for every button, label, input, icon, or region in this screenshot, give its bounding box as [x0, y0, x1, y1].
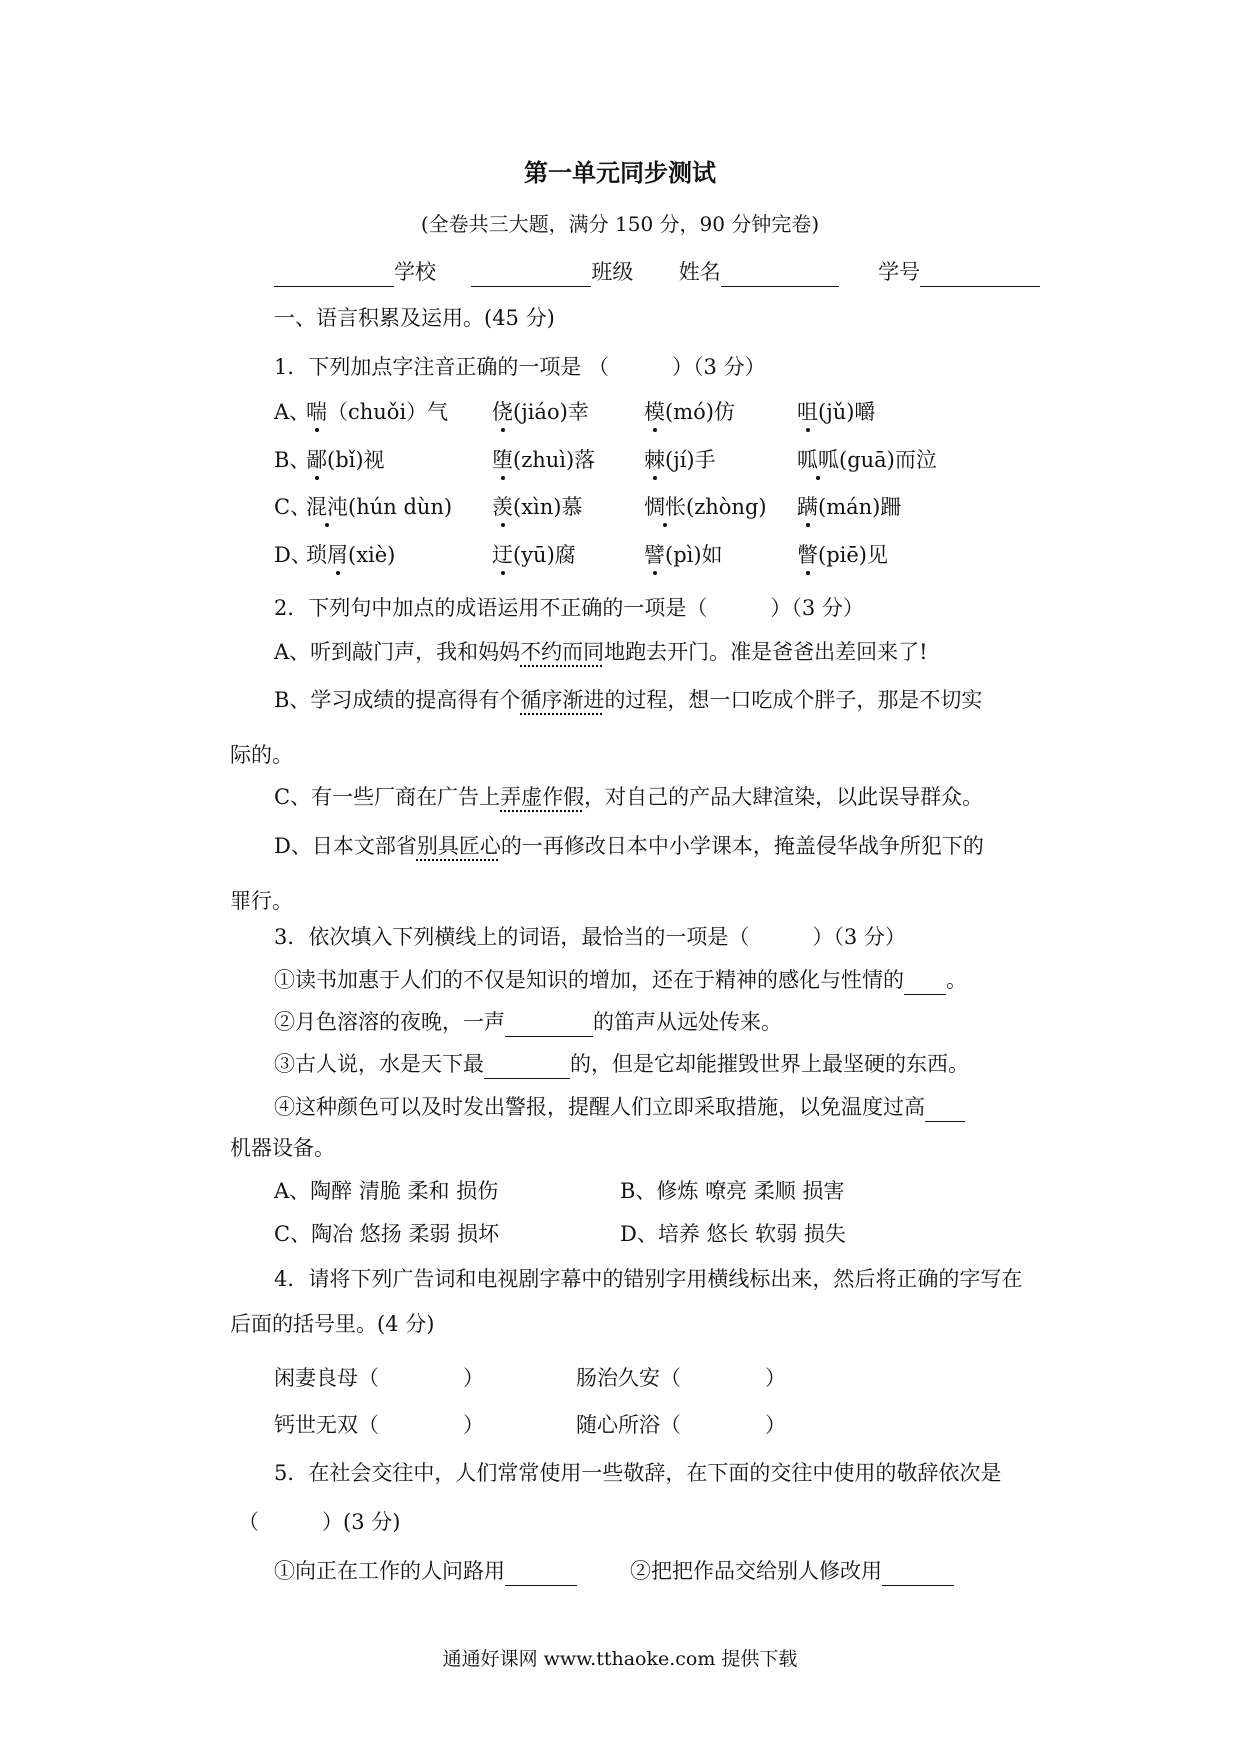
q1-c-item-4: 蹒(mán)跚 [797, 492, 901, 522]
page-footer: 通通好课网 www.tthaoke.com 提供下载 [442, 1648, 798, 1670]
q1-a-item-4: 咀(jǔ)嚼 [797, 397, 875, 427]
q3-blank-1[interactable] [904, 970, 946, 995]
q3-option-b: B、修炼 嘹亮 柔顺 损害 [620, 1179, 845, 1203]
q3-stem: 3．依次填入下列横线上的词语，最恰当的一项是（ ）（3 分） [274, 925, 906, 949]
student-id-label: 学号 [878, 260, 921, 284]
q2-option-d: D、日本文部省别具匠心的一再修改日本中小学课本，掩盖侵华战争所犯下的 [274, 834, 984, 858]
q3-blank-4[interactable] [925, 1097, 965, 1122]
q1-c-item-3: 惆怅(zhòng) [644, 492, 767, 522]
q2-option-c: C、有一些厂商在广告上弄虚作假，对自己的产品大肆渲染，以此误导群众。 [274, 785, 984, 809]
q2-option-b: B、学习成绩的提高得有个循序渐进的过程，想一口吃成个胖子，那是不切实 [274, 688, 983, 712]
class-label: 班级 [591, 260, 634, 284]
q3-sentence-4: ④这种颜色可以及时发出警报，提醒人们立即采取措施，以免温度过高 [274, 1092, 965, 1122]
q2-option-b-continued: 际的。 [230, 743, 293, 767]
name-label: 姓名 [678, 260, 721, 284]
q1-b-item-2: 堕(zhuì)落 [492, 445, 595, 475]
q3-option-d: D、培养 悠长 软弱 损失 [620, 1222, 846, 1246]
q2-option-d-continued: 罪行。 [230, 889, 293, 913]
q2-idiom-b: 循序渐进 [520, 688, 605, 712]
q3-sentence-1: ①读书加惠于人们的不仅是知识的增加，还在于精神的感化与性情的 。 [274, 965, 967, 995]
q1-c-item-1: 混沌(hún dùn) [306, 492, 452, 522]
q4-item-4[interactable]: 随心所浴（ ） [576, 1413, 786, 1437]
q4-item-2[interactable]: 肠治久安（ ） [576, 1366, 786, 1390]
q4-item-3[interactable]: 钙世无双（ ） [274, 1413, 484, 1437]
q1-c-item-2: 羡(xìn)慕 [492, 492, 582, 522]
q3-blank-2[interactable] [505, 1012, 593, 1037]
exam-subtitle: (全卷共三大题，满分 150 分，90 分钟完卷) [420, 212, 820, 236]
q4-stem: 4．请将下列广告词和电视剧字幕中的错别字用横线标出来，然后将正确的字写在 [274, 1267, 1023, 1291]
page-title: 第一单元同步测试 [524, 158, 716, 187]
q1-option-c-label: C、 [274, 495, 312, 519]
q3-blank-3[interactable] [484, 1054, 570, 1079]
q5-sentence-2: ②把把作品交给别人修改用 [630, 1556, 954, 1586]
info-row [274, 257, 1040, 287]
school-blank[interactable] [274, 262, 394, 287]
q1-option-a-label: A、 [274, 400, 311, 424]
q1-stem: 1．下列加点字注音正确的一项是 （ ）（3 分） [274, 355, 766, 379]
q3-sentence-2: ②月色溶溶的夜晚，一声 的笛声从远处传来。 [274, 1007, 782, 1037]
q5-blank-1[interactable] [505, 1561, 577, 1586]
q3-option-c: C、陶冶 悠扬 柔弱 损坏 [274, 1222, 500, 1246]
q4-stem-continued: 后面的括号里。(4 分) [230, 1312, 435, 1336]
q1-a-item-3: 模(mó)仿 [644, 397, 735, 427]
q1-b-item-1: 鄙(bǐ)视 [306, 445, 385, 475]
q1-a-item-2: 侥(jiáo)幸 [492, 397, 589, 427]
q2-idiom-c: 弄虚作假 [500, 785, 585, 809]
q3-sentence-4-continued: 机器设备。 [230, 1136, 335, 1160]
q1-d-item-2: 迂(yū)腐 [492, 540, 576, 570]
q1-option-b-label: B、 [274, 448, 311, 472]
q2-idiom-a: 不约而同 [520, 640, 605, 664]
q1-d-item-1: 琐屑(xiè) [306, 540, 395, 570]
q5-sentence-1: ①向正在工作的人问路用 [274, 1556, 577, 1586]
q3-option-a: A、陶醉 清脆 柔和 损伤 [274, 1179, 499, 1203]
q5-stem: 5．在社会交往中，人们常常使用一些敬辞，在下面的交往中使用的敬辞依次是 [274, 1461, 1002, 1485]
q5-stem-continued: （ ）(3 分) [238, 1510, 401, 1534]
school-label: 学校 [394, 260, 436, 284]
q1-a-item-1: 喘（chuǒi）气 [306, 397, 448, 427]
q1-option-d-label: D、 [274, 543, 312, 567]
q5-blank-2[interactable] [882, 1561, 954, 1586]
q1-b-item-3: 棘(jí)手 [644, 445, 716, 475]
student-id-blank[interactable] [920, 262, 1040, 287]
q4-item-1[interactable]: 闲妻良母（ ） [274, 1366, 484, 1390]
q3-sentence-3: ③古人说，水是天下最 的，但是它却能摧毁世界上最坚硬的东西。 [274, 1049, 969, 1079]
section-1-heading: 一、语言积累及运用。(45 分) [274, 306, 555, 330]
q1-d-item-3: 譬(pì)如 [644, 540, 723, 570]
class-blank[interactable] [471, 262, 591, 287]
q2-idiom-d: 别具匠心 [416, 834, 501, 858]
q2-stem: 2．下列句中加点的成语运用不正确的一项是（ ）（3 分） [274, 596, 864, 620]
q1-b-item-4: 呱呱(guā)而泣 [797, 445, 937, 475]
q1-d-item-4: 瞥(piē)见 [797, 540, 888, 570]
name-blank[interactable] [721, 262, 839, 287]
q2-option-a: A、听到敲门声，我和妈妈不约而同地跑去开门。准是爸爸出差回来了! [274, 640, 928, 664]
